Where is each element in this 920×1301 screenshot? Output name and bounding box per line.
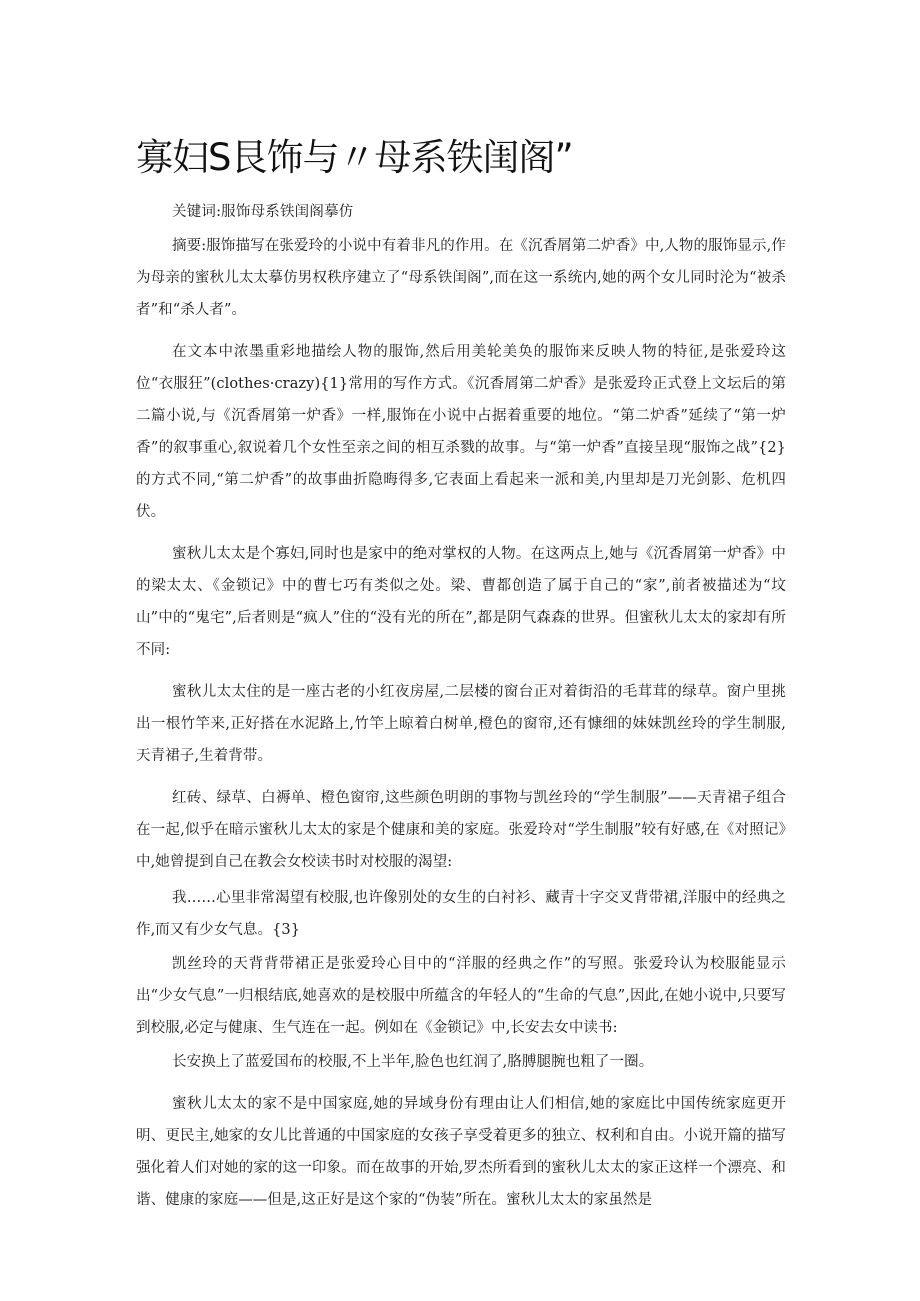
page-title: 寡妇S艮饰与〃母系铁闺阁” — [136, 136, 573, 179]
body-paragraph: 蜜秋儿太太的家不是中国家庭,她的异域身份有理由让人们相信,她的家庭比中国传统家庭更开明、更民主,她家的女儿比普通的中国家庭的女孩子享受着更多的独立、权利和自由。小说开篇的描写强化着人们对她的家的这一印象。而在故事的开始,罗杰所看到的蜜秋儿太太的家正这样一个漂亮、和谐、健康的家庭——但是,这正好是这个家的“伪装”所在。蜜秋儿太太的家虽然是 — [136, 1096, 786, 1208]
body-paragraph: 凯丝玲的天背背带裙正是张爱玲心目中的“洋服的经典之作”的写照。张爱玲认为校服能显示出“少女气息”一归根结底,她喜欢的是校服中所蕴含的年轻人的“生命的气息”,因此,在她小说中,只要写到校服,必定与健康、生气连在一起。例如在《金锁记》中,长安去女中读书: — [136, 956, 786, 1036]
body-paragraph: 蜜秋儿太太是个寡妇,同时也是家中的绝对掌权的人物。在这两点上,她与《沉香屑第一炉香》中的梁太太、《金锁记》中的曹七巧有类似之处。梁、曹都创造了属于自己的“家”,前者被描述为“坟山”中的“鬼宅”,后者则是“疯人”住的“没有光的所在”,都是阴气森森的世界。但蜜秋儿太太的家却有所不同: — [136, 546, 786, 658]
quoted-passage: 长安换上了蓝爱国布的校服,不上半年,脸色也红润了,胳膊腿腕也粗了一圈。 — [172, 1054, 654, 1070]
quoted-passage: 我……心里非常渴望有校服,也许像别处的女生的白衬衫、藏青十字交叉背带裙,洋服中的经典之作,而又有少女气息。{3} — [136, 890, 786, 938]
keywords-line: 关键词:服饰母系铁闺阁摹仿 — [172, 204, 354, 220]
abstract-paragraph: 摘要:服饰描写在张爱玲的小说中有着非凡的作用。在《沉香屑第二炉香》中,人物的服饰显示,作为母亲的蜜秋儿太太摹仿男权秩序建立了“母系铁闺阁”,而在这一系统内,她的两个女儿同时沦为“被杀者”和“杀人者”。 — [136, 238, 786, 318]
article-body — [136, 196, 786, 1216]
quoted-passage: 蜜秋儿太太住的是一座古老的小红夜房屋,二层楼的窗台正对着街沿的毛茸茸的绿草。窗户里挑出一根竹竿来,正好搭在水泥路上,竹竿上晾着白树单,橙色的窗帘,还有慷细的妹妹凯丝玲的学生制服,天青裙子,生着背带。 — [136, 684, 786, 764]
body-paragraph: 在文本中浓墨重彩地描绘人物的服饰,然后用美轮美奂的服饰来反映人物的特征,是张爱玲这位“衣服狂”(clothes·crazy){1}常用的写作方式。《沉香屑第二炉香》是张爱玲正式登上文坛后的第二篇小说,与《沉香屑第一炉香》一样,服饰在小说中占据着重要的地位。“第二炉香”延续了“第一炉香”的叙事重心,叙说着几个女性至亲之间的相互杀戮的故事。与“第一炉香”直接呈现“服饰之战”{2}的方式不同,“第二炉香”的故事曲折隐晦得多,它表面上看起来一派和美,内里却是刀光剑影、危机四伏。 — [136, 344, 786, 520]
body-paragraph: 红砖、绿草、白褥单、橙色窗帘,这些颜色明朗的事物与凯丝玲的“学生制服”——天青裙子组合在一起,似乎在暗示蜜秋儿太太的家是个健康和美的家庭。张爱玲对“学生制服”较有好感,在《对照记》中,她曾提到自己在教会女校读书时对校服的渴望: — [136, 790, 786, 870]
